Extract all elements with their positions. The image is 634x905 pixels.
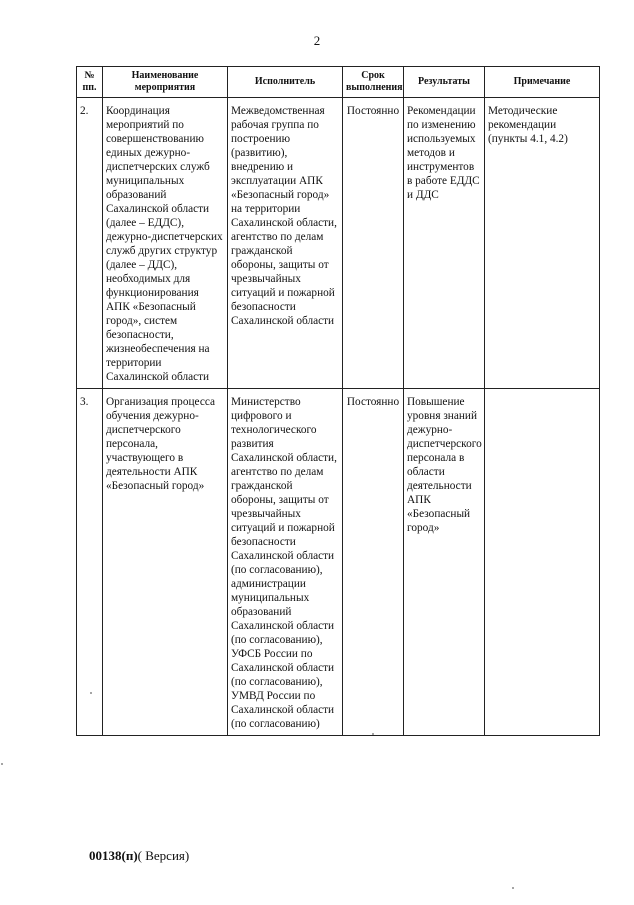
table-row xyxy=(77,98,600,389)
note-cell: Методические рекомендации (пункты 4.1, 4.2) xyxy=(485,98,600,389)
scan-speck xyxy=(90,692,92,694)
table-header-row xyxy=(77,67,600,98)
header-results: Результаты xyxy=(404,67,485,98)
results-cell: Повышение уровня знаний дежурно-диспетчерского персонала в области деятельности АПК «Безопасный город» xyxy=(404,389,485,736)
scan-speck xyxy=(512,887,514,889)
executor-cell: Министерство цифрового и технологического развития Сахалинской области, агентство по делам гражданской обороны, защиты от чрезвычайных ситуаций и пожарной безопасности Сахалинской области (по согласованию), администрации муниципальных образований Сахалинской области (по согласованию), УФСБ России по Сахалинской области (по согласованию), УМВД России по Сахалинской области (по согласованию) xyxy=(228,389,343,736)
document-footer xyxy=(89,848,189,864)
header-note: Примечание xyxy=(485,67,600,98)
event-name-cell: Координация мероприятий по совершенствованию единых дежурно-диспетчерских служб муниципальных образований Сахалинской области (далее – ЕДДС), дежурно-диспетчерских служб других структур (далее – ДДС), необходимых для функционирования АПК «Безопасный город», систем безопасности, жизнеобеспечения на территории Сахалинской области xyxy=(103,98,228,389)
note-cell xyxy=(485,389,600,736)
deadline-cell: Постоянно xyxy=(343,389,404,736)
document-version: ( Версия) xyxy=(137,848,190,863)
row-number: 3. xyxy=(77,389,103,736)
row-number: 2. xyxy=(77,98,103,389)
deadline-cell: Постоянно xyxy=(343,98,404,389)
header-deadline: Срок выполнения xyxy=(343,67,404,98)
executor-cell: Межведомственная рабочая группа по построению (развитию), внедрению и эксплуатации АПК «Безопасный город» на территории Сахалинской области, агентство по делам гражданской обороны, защиты от чрезвычайных ситуаций и пожарной безопасности Сахалинской области xyxy=(228,98,343,389)
activities-table xyxy=(76,66,600,736)
document-code: 00138(п) xyxy=(89,848,138,863)
scan-speck xyxy=(372,733,374,735)
table-row xyxy=(77,389,600,736)
header-event-name: Наименование мероприятия xyxy=(103,67,228,98)
header-number: № пп. xyxy=(77,67,103,98)
event-name-cell: Организация процесса обучения дежурно-диспетчерского персонала, участвующего в деятельности АПК «Безопасный город» xyxy=(103,389,228,736)
header-executor: Исполнитель xyxy=(228,67,343,98)
scan-speck xyxy=(1,763,3,765)
results-cell: Рекомендации по изменению используемых методов и инструментов в работе ЕДДС и ДДС xyxy=(404,98,485,389)
page-number: 2 xyxy=(313,33,321,48)
